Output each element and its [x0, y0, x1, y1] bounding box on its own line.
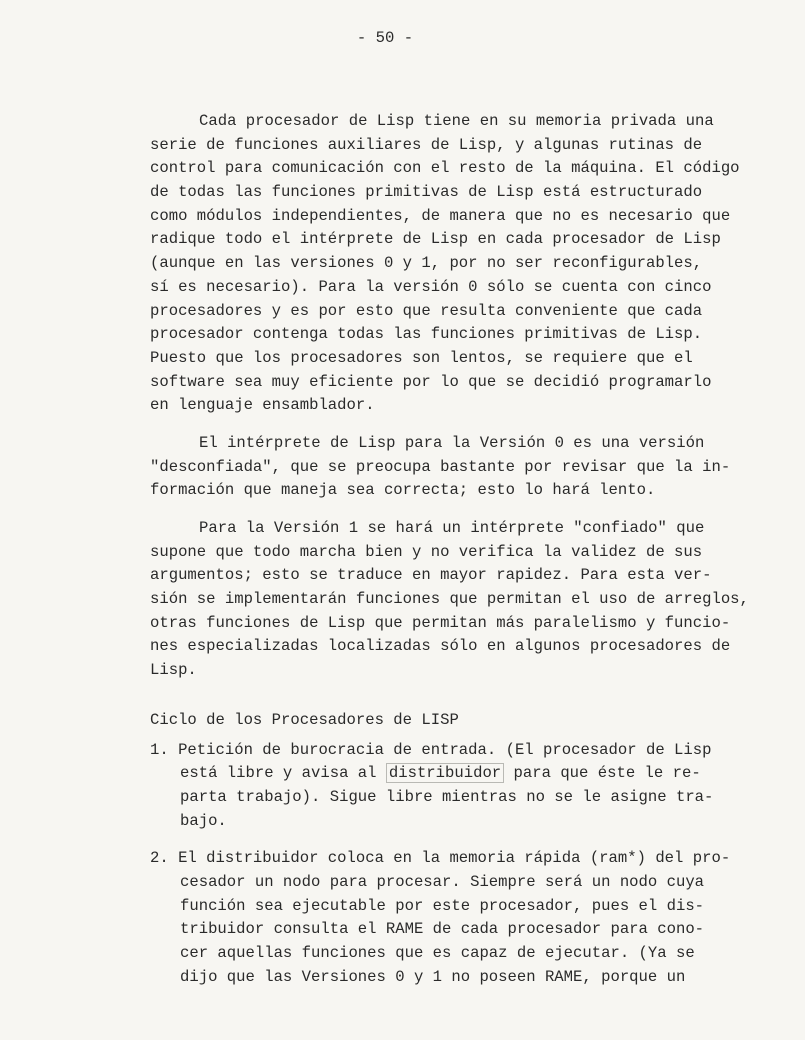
text-line: función sea ejecutable por este procesador, pues el dis- — [180, 896, 705, 915]
text-line: Puesto que los procesadores son lentos, se requiere que el — [150, 348, 693, 367]
text-line: software sea muy eficiente por lo que se decidió programarlo — [150, 372, 712, 391]
text-line: cer aquellas funciones que es capaz de ejecutar. (Ya se — [180, 944, 695, 963]
boxed-word: distribuidor — [386, 763, 504, 783]
text-line — [150, 762, 770, 786]
list-item-1 — [150, 739, 770, 834]
document-body — [150, 110, 770, 1003]
text-line: parta trabajo). Sigue libre mientras no se le asigne tra- — [180, 787, 714, 806]
text-line: dijo que las Versiones 0 y 1 no poseen RAME, porque un — [180, 967, 686, 986]
text-line: Para la Versión 1 se hará un intérprete "confiado" que — [199, 519, 705, 537]
text-line: bajo. — [180, 811, 227, 830]
text-line: Cada procesador de Lisp tiene en su memoria privada una — [199, 112, 714, 130]
text-line: 1. Petición de burocracia de entrada. (El procesador de Lisp — [150, 740, 712, 759]
text-line: El intérprete de Lisp para la Versión 0 es una versión — [199, 433, 705, 452]
text-line: argumentos; esto se traduce en mayor rapidez. Para esta ver- — [150, 566, 712, 585]
section-heading: Ciclo de los Procesadores de LISP — [150, 710, 459, 729]
text-line: serie de funciones auxiliares de Lisp, y algunas rutinas de — [150, 135, 703, 154]
paragraph-version-0 — [150, 432, 770, 503]
paragraph-version-1 — [150, 517, 770, 683]
text-line: formación que maneja sea correcta; esto lo hará lento. — [150, 481, 656, 500]
text-fragment: para que éste le re- — [504, 764, 701, 783]
text-line: 2. El distribuidor coloca en la memoria rápida (ram*) del pro- — [150, 849, 731, 868]
text-line: sión se implementarán funciones que permitan el uso de arreglos, — [150, 590, 749, 609]
text-line: tribuidor consulta el RAME de cada procesador para cono- — [180, 920, 705, 939]
list-item-2 — [150, 847, 770, 989]
text-line: cesador un nodo para procesar. Siempre será un nodo cuya — [180, 872, 705, 891]
page-number: - 50 - — [356, 29, 414, 47]
text-line: Lisp. — [150, 661, 197, 680]
text-line: otras funciones de Lisp que permitan más paralelismo y funcio- — [150, 613, 731, 632]
text-line: nes especializadas localizadas sólo en algunos procesadores de — [150, 637, 731, 656]
text-line: en lenguaje ensamblador. — [150, 396, 375, 415]
paragraph-lisp-processors — [150, 110, 770, 418]
text-line: radique todo el intérprete de Lisp en cada procesador de Lisp — [150, 230, 721, 249]
text-line: sí es necesario). Para la versión 0 sólo se cuenta con cinco — [150, 277, 712, 296]
text-line: supone que todo marcha bien y no verifica la validez de sus — [150, 542, 703, 561]
text-fragment: está libre y avisa al — [180, 764, 386, 783]
text-line: (aunque en las versiones 0 y 1, por no ser reconfigurables, — [150, 254, 703, 273]
text-line: control para comunicación con el resto de la máquina. El código — [150, 159, 740, 178]
text-line: como módulos independientes, de manera que no es necesario que — [150, 206, 731, 225]
text-line: "desconfiada", que se preocupa bastante por revisar que la in- — [150, 457, 731, 476]
text-line: procesador contenga todas las funciones primitivas de Lisp. — [150, 325, 703, 344]
text-line: de todas las funciones primitivas de Lisp está estructurado — [150, 183, 703, 202]
text-line: procesadores y es por esto que resulta conveniente que cada — [150, 301, 703, 320]
